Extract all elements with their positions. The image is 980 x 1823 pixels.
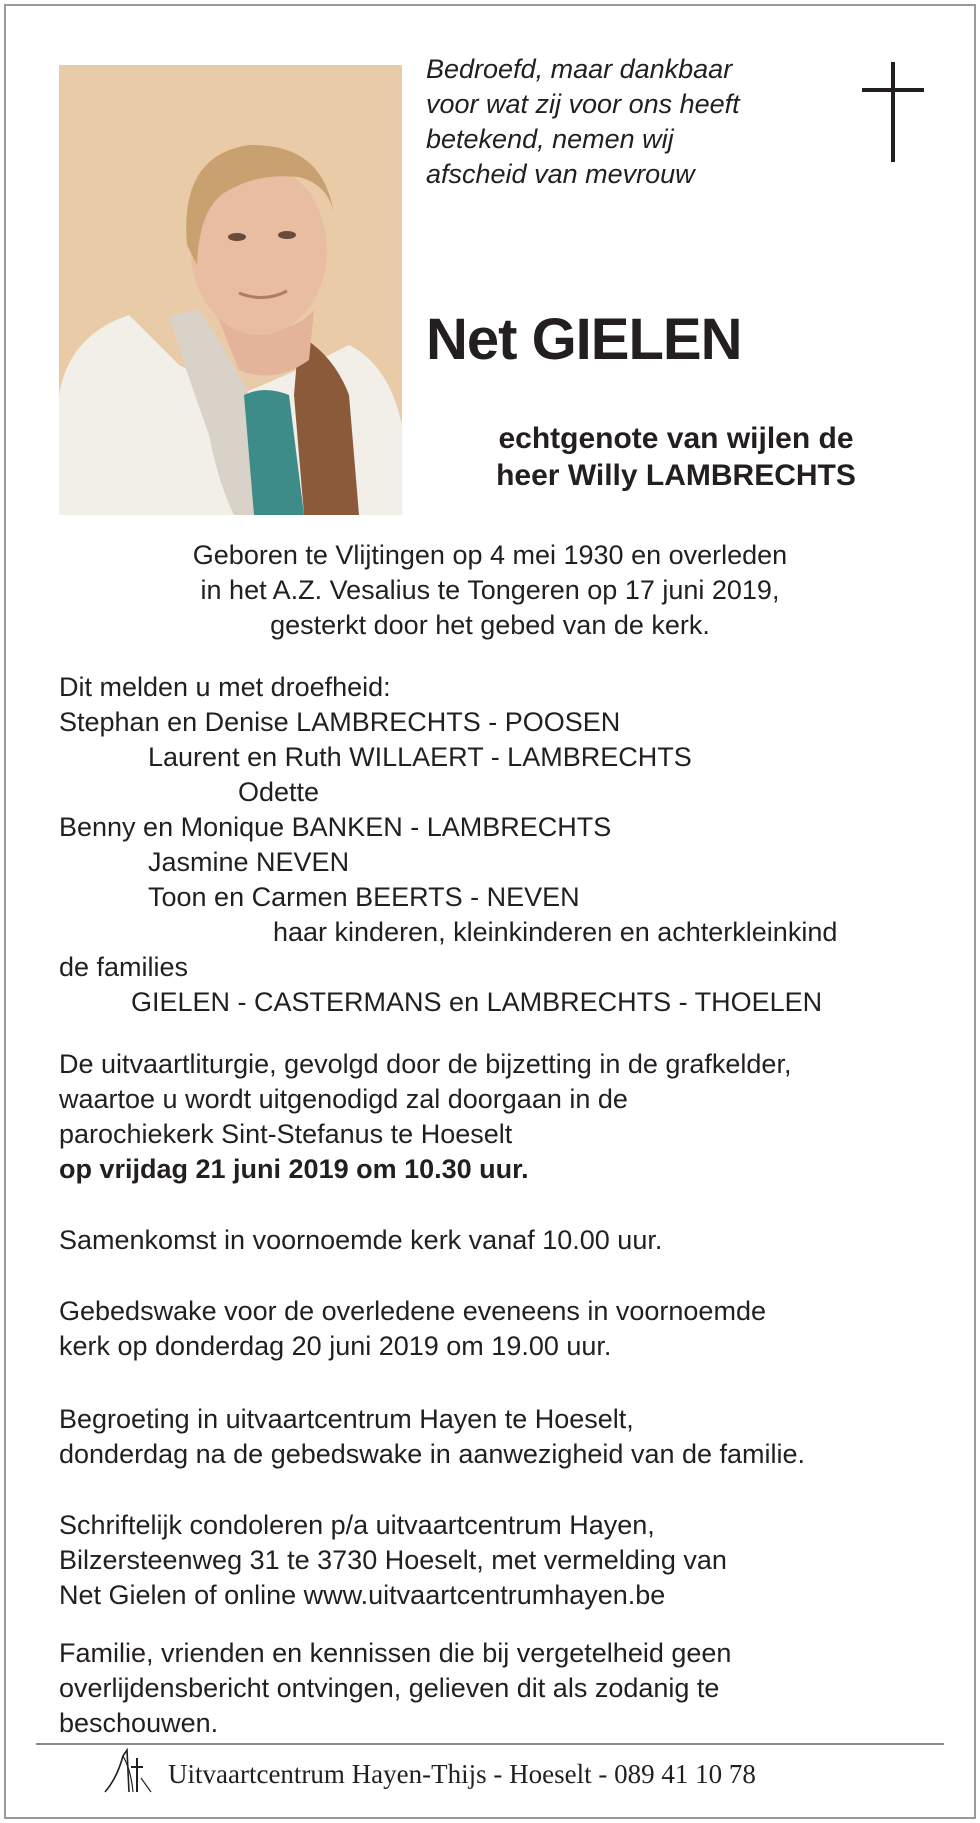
closing-line: Familie, vrienden en kennissen die bij vergetelheid geen [59, 1638, 732, 1668]
funeral-line: waartoe u wordt uitgenodigd zal doorgaan in de [59, 1084, 628, 1114]
greeting-line: donderdag na de gebedswake in aanwezigheid van de familie. [59, 1439, 806, 1469]
intro-line: voor wat zij voor ons heeft [426, 89, 740, 119]
funeral-line: parochiekerk Sint-Stefanus te Hoeselt [59, 1119, 513, 1149]
born-line: Geboren te Vlijtingen op 4 mei 1930 en overleden [192, 540, 788, 570]
condolence-line: Bilzersteenweg 31 te 3730 Hoeselt, met vermelding van [59, 1545, 727, 1575]
family-line: Odette [238, 777, 320, 807]
family-line: Laurent en Ruth WILLAERT - LAMBRECHTS [148, 742, 692, 772]
greeting-paragraph [59, 1402, 939, 1472]
footer-divider [36, 1743, 944, 1745]
intro-line: betekend, nemen wij [426, 124, 674, 154]
spouse-line: heer Willy LAMBRECHTS [496, 459, 856, 492]
condolence-line: Net Gielen of online www.uitvaartcentrumhayen.be [59, 1580, 666, 1610]
latin-cross-icon [862, 62, 924, 162]
born-line: in het A.Z. Vesalius te Tongeren op 17 juni 2019, [200, 575, 780, 605]
family-list [59, 670, 959, 1020]
funeral-date: op vrijdag 21 juni 2019 om 10.30 uur. [59, 1154, 529, 1184]
closing-line: overlijdensbericht ontvingen, gelieven dit als zodanig te [59, 1673, 720, 1703]
funeral-home-logo-icon [103, 1748, 153, 1796]
vigil-line: Gebedswake voor de overledene eveneens in voornoemde [59, 1296, 766, 1326]
funeral-line: De uitvaartliturgie, gevolgd door de bijzetting in de grafkelder, [59, 1049, 792, 1079]
closing-line: beschouwen. [59, 1708, 219, 1738]
family-line: haar kinderen, kleinkinderen en achterkleinkind [273, 917, 838, 947]
family-line: Toon en Carmen BEERTS - NEVEN [148, 882, 580, 912]
intro-line: afscheid van mevrouw [426, 159, 695, 189]
family-line: de families [59, 952, 189, 982]
greeting-line: Begroeting in uitvaartcentrum Hayen te Hoeselt, [59, 1404, 634, 1434]
family-line: Benny en Monique BANKEN - LAMBRECHTS [59, 812, 612, 842]
spouse-text [426, 420, 926, 494]
born-line: gesterkt door het gebed van de kerk. [270, 610, 710, 640]
funeral-paragraph [59, 1047, 939, 1187]
family-line: Dit melden u met droefheid: [59, 672, 391, 702]
intro-text [426, 52, 826, 192]
closing-paragraph [59, 1636, 939, 1741]
vigil-paragraph [59, 1294, 939, 1364]
birth-death-text [59, 538, 921, 643]
condolence-paragraph [59, 1508, 939, 1613]
portrait-photo [59, 65, 402, 515]
family-line: GIELEN - CASTERMANS en LAMBRECHTS - THOELEN [131, 987, 823, 1017]
spouse-line: echtgenote van wijlen de [498, 422, 854, 455]
condolence-line: Schriftelijk condoleren p/a uitvaartcentrum Hayen, [59, 1510, 655, 1540]
gathering-text: Samenkomst in voornoemde kerk vanaf 10.00 uur. [59, 1225, 663, 1255]
vigil-line: kerk op donderdag 20 juni 2019 om 19.00 uur. [59, 1331, 612, 1361]
family-line: Stephan en Denise LAMBRECHTS - POOSEN [59, 707, 621, 737]
family-line: Jasmine NEVEN [148, 847, 350, 877]
intro-line: Bedroefd, maar dankbaar [426, 54, 733, 84]
footer-contact: Uitvaartcentrum Hayen-Thijs - Hoeselt - 089 41 10 78 [168, 1759, 756, 1789]
deceased-name: Net GIELEN [426, 307, 742, 372]
